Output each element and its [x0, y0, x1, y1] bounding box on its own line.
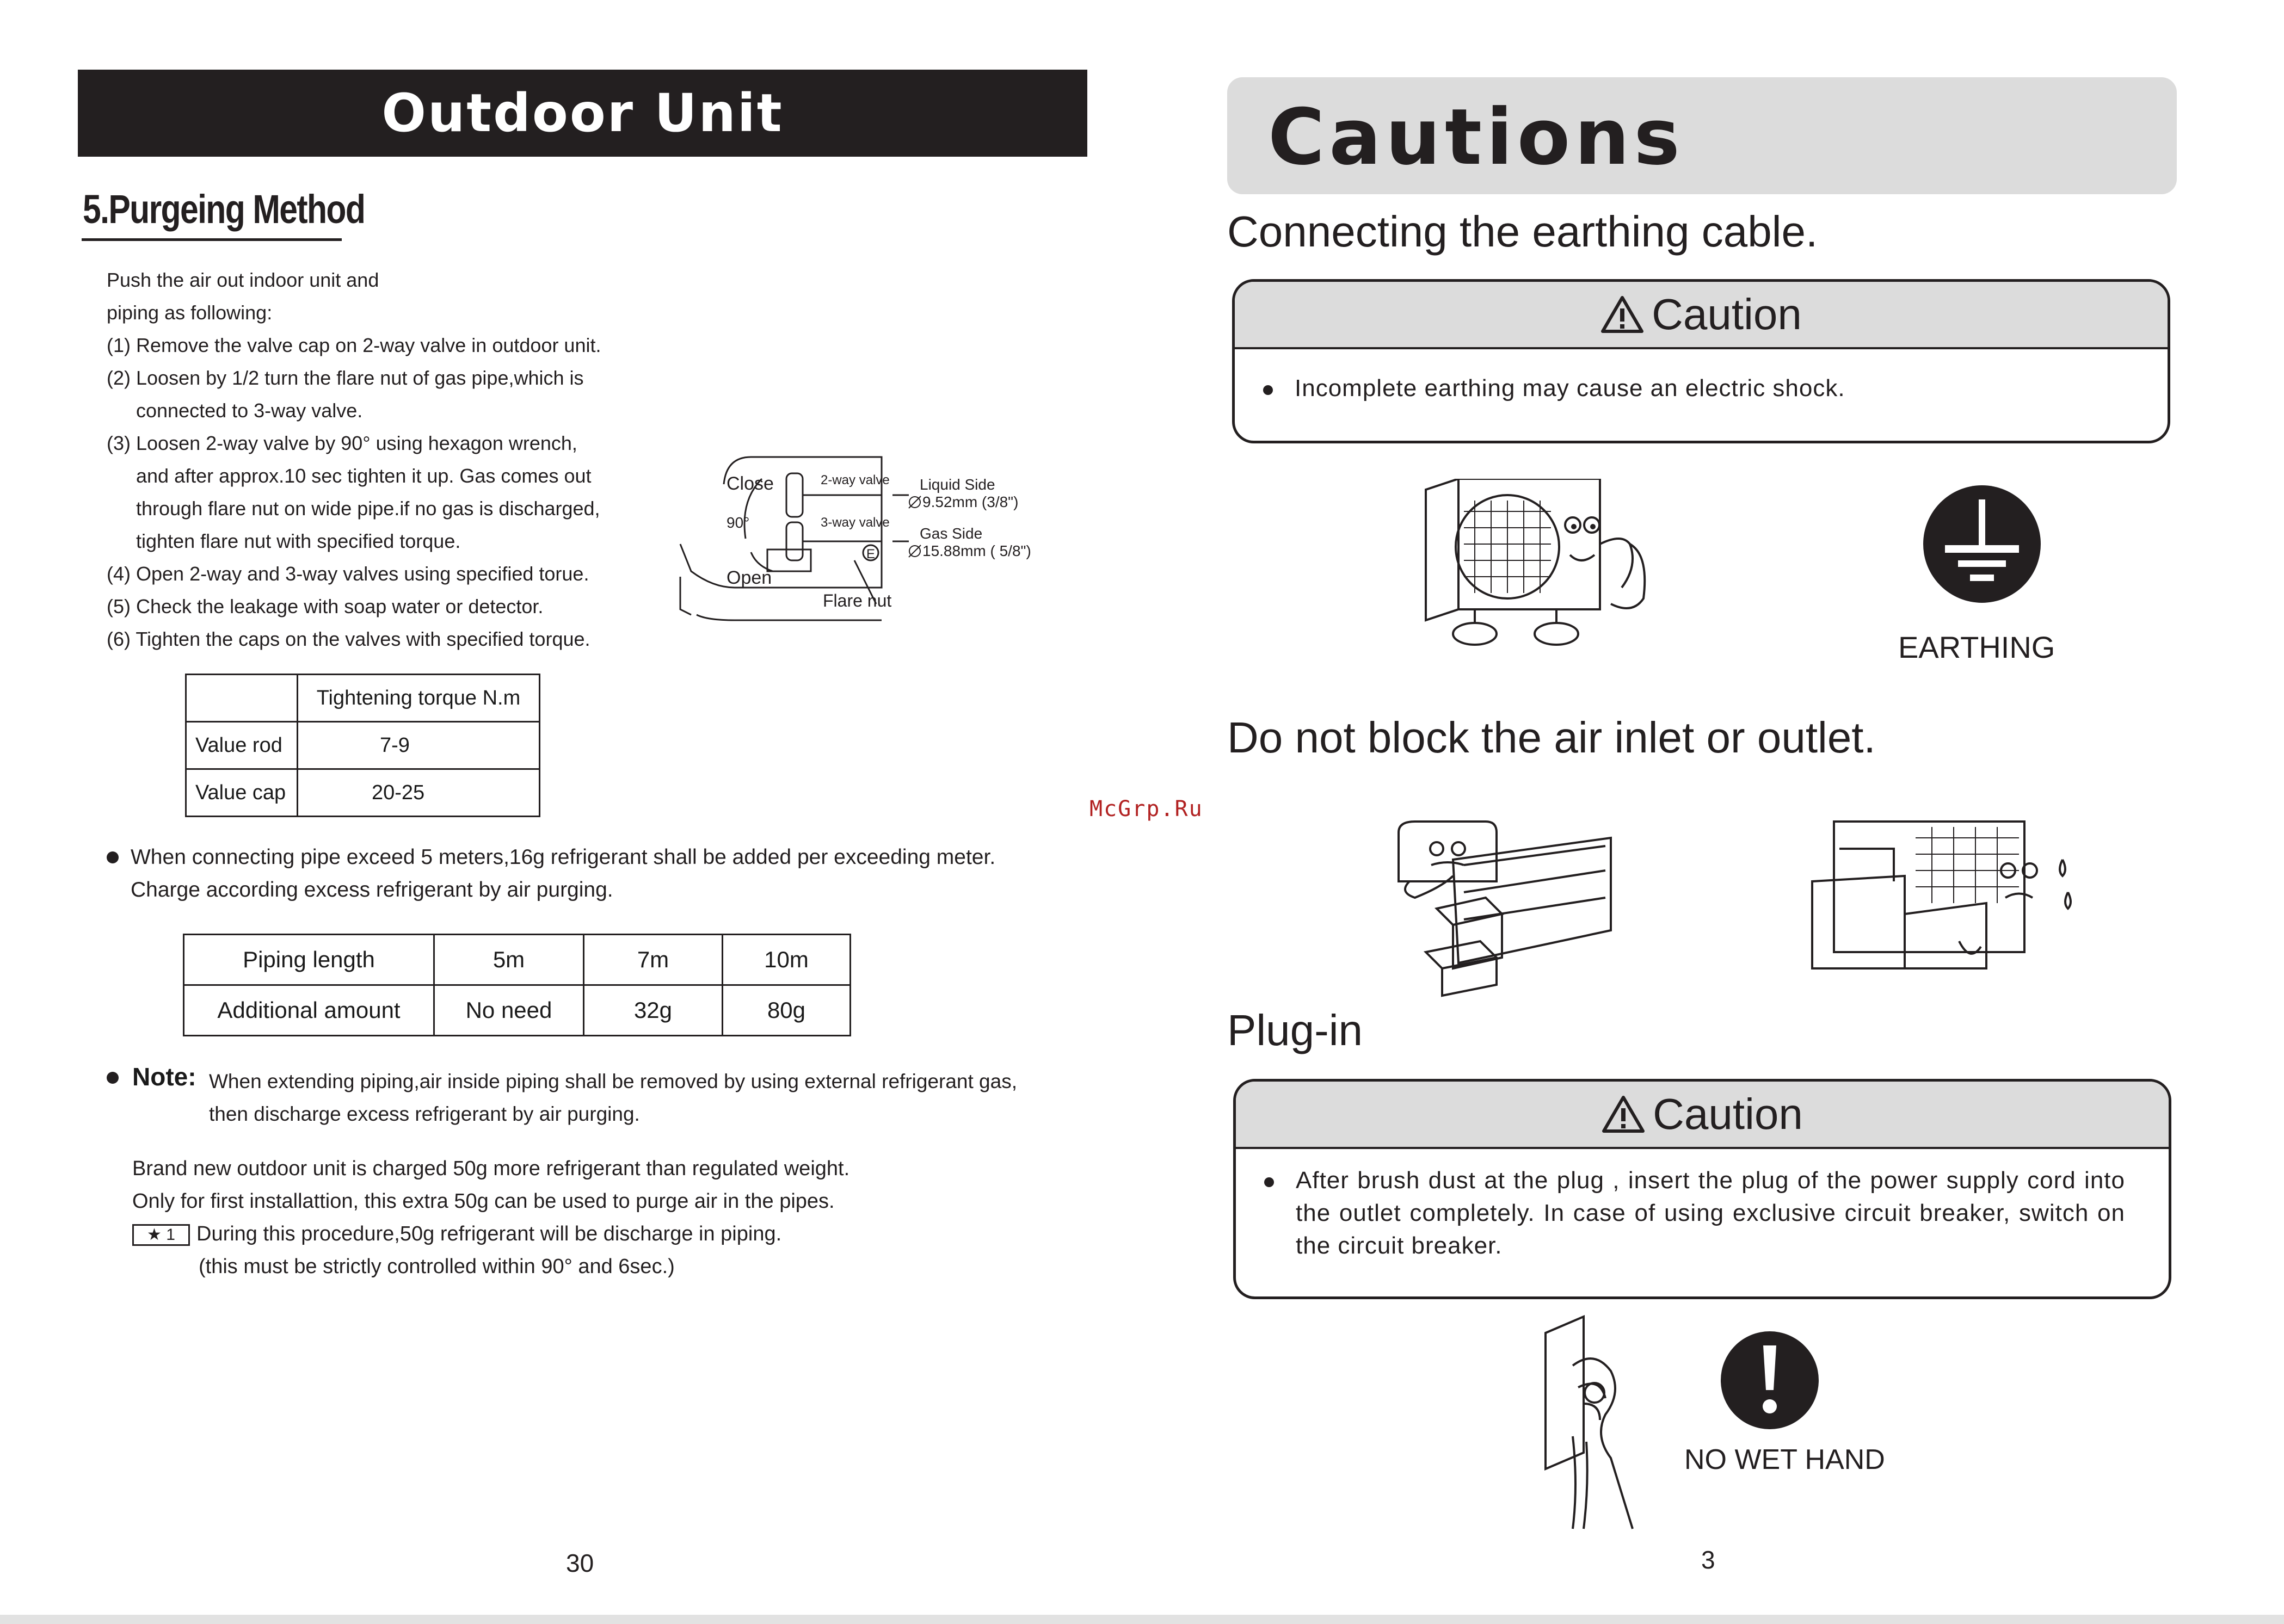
table-cell: 7-9	[298, 722, 540, 769]
table-cell: 80g	[723, 985, 851, 1036]
hand-plug-illustration	[1540, 1311, 1654, 1534]
table-cell: Additional amount	[184, 985, 434, 1036]
blocked-by-shelf-illustration	[1393, 816, 1627, 1001]
warning-triangle-icon	[1602, 1095, 1645, 1133]
note-line: When extending piping,air inside piping shall be removed by using external refrigerant gas,	[209, 1070, 1017, 1092]
no-wet-hand-warning-icon	[1720, 1330, 1820, 1430]
bottom-divider	[0, 1615, 2284, 1624]
table-cell: 5m	[434, 935, 584, 985]
diagram-angle-label: 90°	[727, 514, 750, 531]
torque-table	[185, 674, 540, 817]
table-cell: Value cap	[186, 769, 298, 817]
bullet	[107, 1072, 119, 1084]
table-row	[184, 985, 851, 1036]
star-icon: ★ 1	[132, 1224, 190, 1246]
section-title: 5.Purgeing Method	[83, 187, 365, 232]
piping-table	[183, 934, 851, 1036]
cautions-title: Cautions	[1268, 92, 1684, 182]
page-number-right: 3	[1701, 1546, 1715, 1574]
table-cell: 32g	[584, 985, 723, 1036]
step-line: through flare nut on wide pipe.if no gas is discharged,	[136, 497, 600, 520]
step-line: piping as following:	[107, 301, 273, 324]
step-line: (4) Open 2-way and 3-way valves using specified torue.	[107, 563, 589, 585]
brand-line: During this procedure,50g refrigerant will be discharge in piping.	[196, 1222, 782, 1245]
watermark: McGrp.Ru	[1089, 796, 1203, 822]
diagram-2way-label: 2-way valve	[821, 473, 890, 487]
diagram-open-label: Open	[727, 567, 772, 588]
brand-line: (this must be strictly controlled within 90° and 6sec.)	[199, 1255, 675, 1278]
brand-line: Only for first installattion, this extra 50g can be used to purge air in the pipes.	[132, 1190, 835, 1213]
step-line: (6) Tighten the caps on the valves with specified torque.	[107, 628, 590, 650]
diagram-gas-side: Gas Side	[920, 525, 983, 542]
step-line: (2) Loosen by 1/2 turn the flare nut of gas pipe,which is	[107, 367, 584, 389]
caution-text: Incomplete earthing may cause an electric shock.	[1295, 375, 1845, 402]
no-wet-hand-label: NO WET HAND	[1684, 1444, 1885, 1475]
table-cell: Piping length	[184, 935, 434, 985]
note-label: Note:	[132, 1063, 196, 1091]
diagram-e-label: E	[866, 547, 876, 561]
outdoor-unit-header: Outdoor Unit	[78, 70, 1087, 157]
page-number-left: 30	[566, 1549, 594, 1577]
earthing-heading: Connecting the earthing cable.	[1227, 207, 1818, 256]
table-cell	[186, 675, 298, 722]
step-line: (5) Check the leakage with soap water or detector.	[107, 595, 544, 618]
note-line: then discharge excess refrigerant by air purging.	[209, 1103, 640, 1125]
step-line: (1) Remove the valve cap on 2-way valve in outdoor unit.	[107, 334, 601, 356]
step-line: connected to 3-way valve.	[136, 399, 363, 422]
earthing-label: EARTHING	[1898, 630, 2055, 664]
plug-in-caution-box	[1233, 1079, 2171, 1299]
bullet	[107, 851, 119, 863]
bullet	[1264, 1177, 1274, 1187]
step-line: and after approx.10 sec tighten it up. Gas comes out	[136, 465, 592, 487]
warning-triangle-icon	[1600, 295, 1644, 334]
table-row	[184, 935, 851, 985]
table-cell: 10m	[723, 935, 851, 985]
refrigerant-note-line: When connecting pipe exceed 5 meters,16g refrigerant shall be added per exceeding meter.	[131, 845, 996, 869]
blocked-by-boxes-illustration	[1807, 816, 2090, 974]
air-inlet-heading: Do not block the air inlet or outlet.	[1227, 713, 1876, 762]
refrigerant-note-line: Charge according excess refrigerant by air purging.	[131, 878, 613, 901]
table-cell: Value rod	[186, 722, 298, 769]
caution-title: Caution	[1652, 290, 1802, 338]
caution-text: After brush dust at the plug , insert the plug of the power supply cord into the outlet completely. In case of using exclusive circuit breaker, switch on the circuit breaker.	[1296, 1167, 2125, 1259]
caution-title: Caution	[1653, 1090, 1803, 1138]
table-row	[186, 769, 540, 817]
bullet	[1263, 385, 1273, 395]
earthing-symbol-icon	[1922, 484, 2042, 604]
diagram-flare-nut-label: Flare nut	[823, 591, 892, 610]
table-row	[186, 675, 540, 722]
step-line: (3) Loosen 2-way valve by 90° using hexagon wrench,	[107, 432, 577, 454]
outdoor-unit-cable-illustration	[1415, 479, 1671, 658]
brand-line: Brand new outdoor unit is charged 50g more refrigerant than regulated weight.	[132, 1157, 850, 1180]
earthing-caution-box	[1232, 279, 2170, 443]
table-cell: No need	[434, 985, 584, 1036]
diagram-liquid-side: Liquid Side	[920, 476, 995, 493]
diagram-3way-label: 3-way valve	[821, 515, 890, 530]
diameter-icon	[909, 496, 921, 557]
brand-note	[132, 1152, 849, 1283]
purging-steps	[107, 264, 705, 656]
section-title-underline	[82, 238, 342, 241]
valve-diagram	[675, 435, 1056, 631]
table-cell: Tightening torque N.m	[298, 675, 540, 722]
table-row	[186, 722, 540, 769]
step-line: Push the air out indoor unit and	[107, 269, 379, 291]
table-cell: 7m	[584, 935, 723, 985]
step-line: tighten flare nut with specified torque.	[136, 530, 461, 552]
diagram-close-label: Close	[727, 473, 774, 494]
diagram-gas-size: 15.88mm ( 5/8")	[922, 542, 1031, 559]
plug-in-heading: Plug-in	[1227, 1006, 1363, 1054]
table-cell: 20-25	[298, 769, 540, 817]
diagram-liquid-size: 9.52mm (3/8")	[922, 493, 1019, 510]
